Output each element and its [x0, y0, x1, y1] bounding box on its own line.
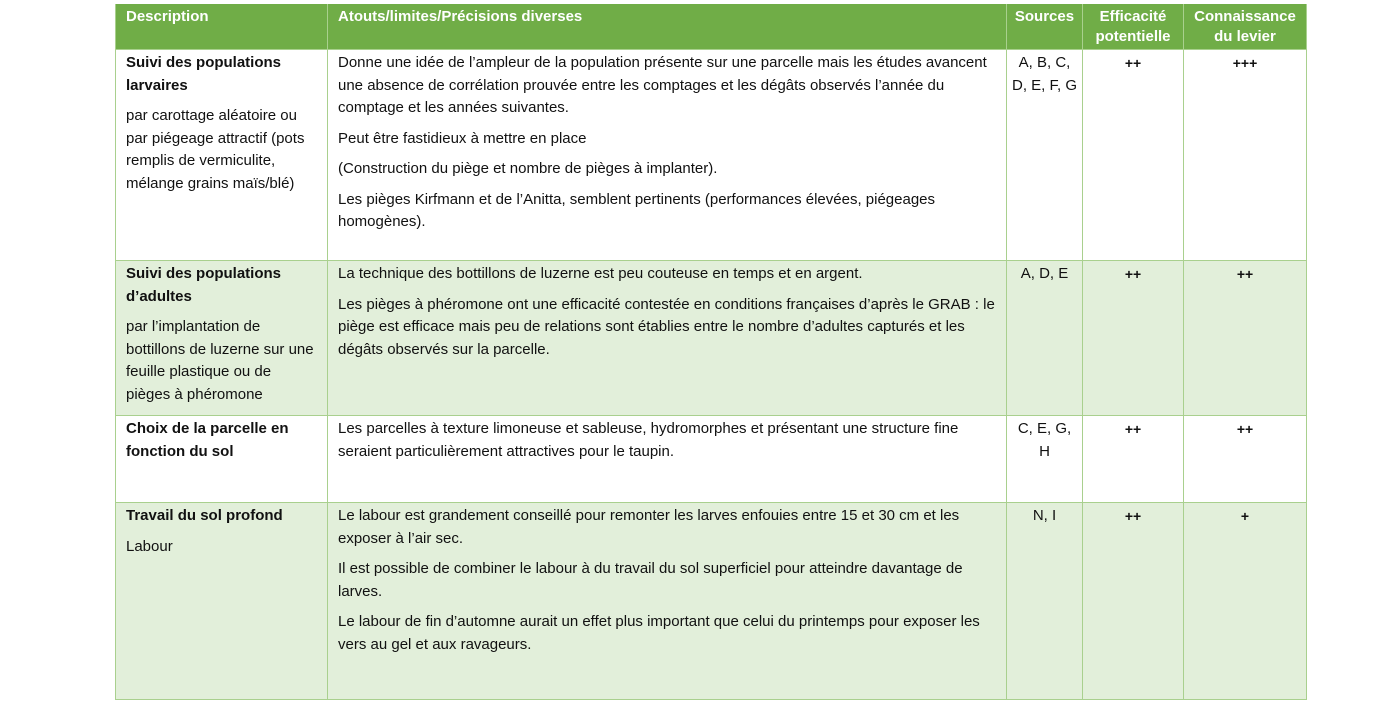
atouts-paragraph: (Construction du piège et nombre de pièges à implanter).: [338, 160, 718, 177]
header-efficacite: Efficacité potentielle: [1083, 4, 1184, 50]
connaissance-cell: ++: [1184, 416, 1307, 503]
sources-cell: C, E, G, H: [1007, 416, 1083, 503]
efficacite-cell: ++: [1083, 50, 1184, 261]
description-cell: [116, 261, 328, 416]
table-row: [116, 50, 1307, 261]
sources-cell: N, I: [1007, 503, 1083, 700]
atouts-paragraph: Peut être fastidieux à mettre en place: [338, 129, 587, 147]
lever-title: Suivi des populations d’adultes: [126, 265, 282, 305]
atouts-paragraph: Les pièges Kirfmann et de l’Anitta, semblent pertinents (performances élevées, piégeages homogènes).: [338, 190, 936, 230]
atouts-cell: [328, 503, 1007, 700]
taupin-levers-table: [115, 4, 1307, 700]
atouts-cell: [328, 416, 1007, 503]
atouts-paragraph: Donne une idée de l’ampleur de la population présente sur une parcelle mais les études avancent une absence de corrélation prouvée entre les comptages et les dégâts observés l’année du comptage et les années suivantes.: [338, 54, 987, 116]
connaissance-cell: ++: [1184, 261, 1307, 416]
atouts-paragraph: Les pièges à phéromone ont une efficacité contestée en conditions françaises d’après le GRAB : le piège est efficace mais peu de relations sont établies entre le nombre d’adultes capturés et les dégâts observés sur la parcelle.: [338, 295, 995, 358]
sources-cell: A, D, E: [1007, 261, 1083, 416]
lever-subtitle: par l’implantation de bottillons de luzerne sur une feuille plastique ou de pièges à phéromone: [126, 318, 314, 403]
atouts-paragraph: Les parcelles à texture limoneuse et sableuse, hydromorphes et présentant une structure fine seraient particulièrement attractives pour le taupin.: [338, 420, 959, 460]
efficacite-cell: ++: [1083, 503, 1184, 700]
efficacite-cell: ++: [1083, 416, 1184, 503]
atouts-cell: [328, 261, 1007, 416]
table-header-row: [116, 4, 1307, 50]
header-atouts: Atouts/limites/Précisions diverses: [328, 4, 1007, 50]
atouts-paragraph: Le labour de fin d’automne aurait un effet plus important que celui du printemps pour exposer les vers au gel et aux ravageurs.: [338, 613, 980, 653]
lever-title: Travail du sol profond: [126, 507, 283, 524]
lever-title: Suivi des populations larvaires: [126, 54, 282, 94]
atouts-paragraph: Le labour est grandement conseillé pour remonter les larves enfouies entre 15 et 30 cm et les exposer à l’air sec.: [338, 507, 960, 547]
description-cell: [116, 503, 328, 700]
header-sources: Sources: [1007, 4, 1083, 50]
lever-title: Choix de la parcelle en fonction du sol: [126, 420, 289, 460]
connaissance-cell: +++: [1184, 50, 1307, 261]
connaissance-cell: +: [1184, 503, 1307, 700]
description-cell: [116, 416, 328, 503]
table-row: [116, 416, 1307, 503]
header-description: Description: [116, 4, 328, 50]
atouts-paragraph: Il est possible de combiner le labour à du travail du sol superficiel pour atteindre davantage de larves.: [338, 560, 963, 600]
table-row: [116, 503, 1307, 700]
lever-subtitle: Labour: [126, 537, 173, 555]
table-row: [116, 261, 1307, 416]
efficacite-cell: ++: [1083, 261, 1184, 416]
description-cell: [116, 50, 328, 261]
lever-subtitle: par carottage aléatoire ou par piégeage attractif (pots remplis de vermiculite, mélange grains maïs/blé): [126, 107, 305, 192]
atouts-paragraph: La technique des bottillons de luzerne est peu couteuse en temps et en argent.: [338, 265, 863, 282]
atouts-cell: [328, 50, 1007, 261]
header-connaissance: Connaissance du levier: [1184, 4, 1307, 50]
sources-cell: A, B, C, D, E, F, G: [1007, 50, 1083, 261]
